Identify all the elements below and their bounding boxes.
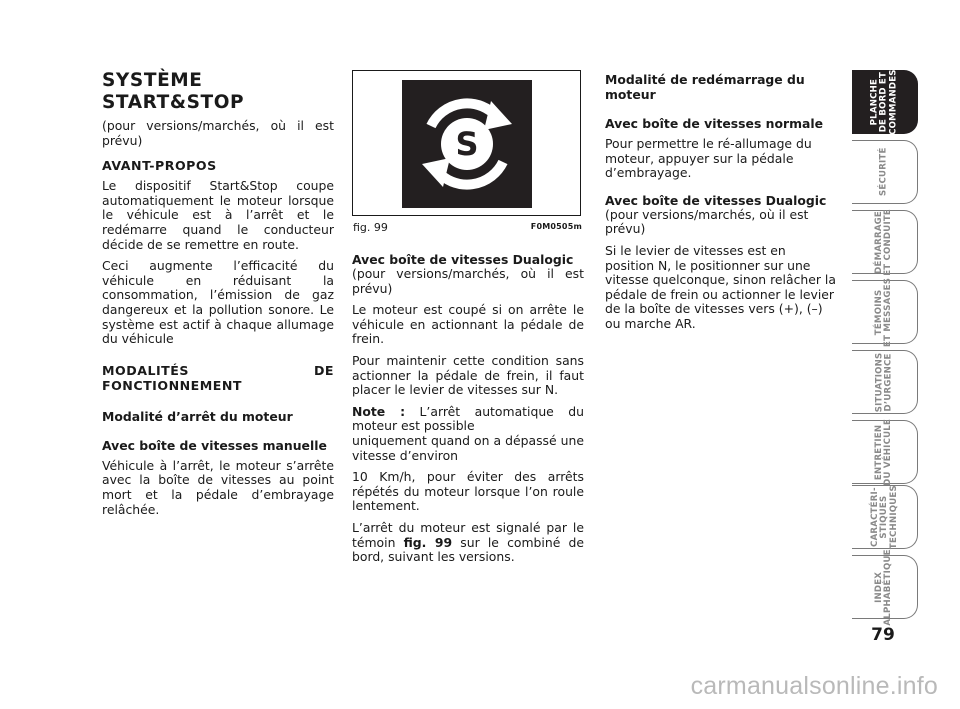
heading-dualogic-right: Avec boîte de vitesses Dualogic: [605, 192, 827, 208]
tab-index[interactable]: [852, 548, 918, 626]
tab-label: PLANCHE DE BORD ET COMMANDES: [869, 69, 899, 135]
paragraph: [352, 521, 584, 565]
heading-arret: Modalité d’arrêt du moteur: [102, 408, 293, 424]
heading-dualogic: Avec boîte de vitesses Dualogic: [352, 252, 574, 267]
page-number: 79: [871, 625, 895, 645]
column-right: [605, 70, 837, 339]
tab-label: DÉMARRAGE ET CONDUITE: [874, 208, 894, 276]
tab-situations[interactable]: [852, 350, 918, 414]
figure-letter: S: [455, 125, 479, 163]
tab-temoins[interactable]: [852, 277, 918, 347]
figure-code: F0M0505m: [530, 222, 582, 231]
tab-label: ENTRETIEN DU VÉHICULE: [874, 418, 894, 486]
figure-99: [352, 70, 581, 216]
section-subtitle: (pour versions/marchés, où il est prévu): [102, 118, 334, 148]
paragraph-part: L’arrêt du moteur est signalé par le témoin: [352, 519, 584, 550]
paragraph: Ceci augmente l’efficacité du véhicule en réduisant la consommation, l’émission de gaz dangereux et la pollution sonore. Le système est actif à chaque allumage du véhicule: [102, 258, 334, 347]
tab-label: SITUATIONS D’URGENCE: [874, 352, 894, 412]
tab-label: INDEX ALPHABÉTIQUE: [874, 548, 894, 626]
column-middle: [352, 252, 584, 572]
figure-label: fig. 99: [353, 221, 388, 234]
paragraph: uniquement quand on a dépassé une vitesse d’environ: [352, 432, 584, 463]
column-left: [102, 70, 334, 524]
paragraph: Si le levier de vitesses est en position N, le positionner sur une vitesse quelconque, sinon relâcher la pédale de frein ou actionner le levier de la boîte de vitesses vers (+), (–) ou marche AR.: [605, 242, 836, 331]
note-paragraph: [352, 405, 584, 434]
tab-caracteristiques[interactable]: [852, 485, 918, 549]
heading-modalites: MODALITÉS DE FONCTIONNEMENT: [102, 362, 334, 393]
tab-securite[interactable]: [852, 140, 918, 204]
heading-normale: Avec boîte de vitesses normale: [605, 116, 824, 131]
heading-manuelle: Avec boîte de vitesses manuelle: [102, 437, 327, 453]
heading-redemarrage: Modalité de redémarrage du moteur: [605, 72, 805, 102]
paragraph: Pour permettre le ré-allumage du moteur, appuyer sur la pédale d’embrayage.: [605, 136, 812, 181]
paragraph: (pour versions/marchés, où il est prévu): [605, 206, 809, 237]
paragraph: 10 Km/h, pour éviter des arrêts répétés du moteur lorsque l’on roule lentement.: [352, 469, 584, 514]
tab-label: TÉMOINS ET MESSAGES: [874, 277, 894, 347]
section-title: SYSTÈME START&STOP: [102, 70, 245, 113]
paragraph: Le dispositif Start&Stop coupe automatiquement le moteur lorsque le véhicule est à l’arrêt et le redémarre quand le conducteur décide de se remettre en route.: [102, 178, 334, 252]
note-text: L’arrêt automatique du moteur est possible: [352, 403, 584, 434]
paragraph: Le moteur est coupé si on arrête le véhicule en actionnant la pédale de frein.: [352, 302, 584, 347]
start-stop-symbol-icon: [353, 71, 582, 217]
tab-planche-de-bord[interactable]: [852, 70, 918, 134]
tab-label: CARACTÉRI- STIQUES TECHNIQUES: [869, 485, 899, 549]
tab-entretien[interactable]: [852, 420, 918, 484]
tab-label: SÉCURITÉ: [878, 147, 889, 197]
note-label: Note :: [352, 403, 406, 419]
heading-avant-propos: AVANT-PROPOS: [102, 158, 217, 174]
watermark: carmanualsonline.info: [690, 672, 938, 700]
paragraph: (pour versions/marchés, où il est prévu): [352, 266, 584, 296]
paragraph-part: sur le combiné de bord, suivant les versions.: [352, 534, 584, 565]
paragraph: Véhicule à l’arrêt, le moteur s’arrête avec la boîte de vitesses au point mort et la pédale d’embrayage relâchée.: [102, 457, 334, 517]
figure-caption: [353, 221, 582, 234]
paragraph: Pour maintenir cette condition sans actionner la pédale de frein, il faut placer le levier de vitesses sur N.: [352, 352, 584, 398]
figure-reference: fig. 99: [403, 534, 453, 550]
tab-demarrage[interactable]: [852, 210, 918, 274]
